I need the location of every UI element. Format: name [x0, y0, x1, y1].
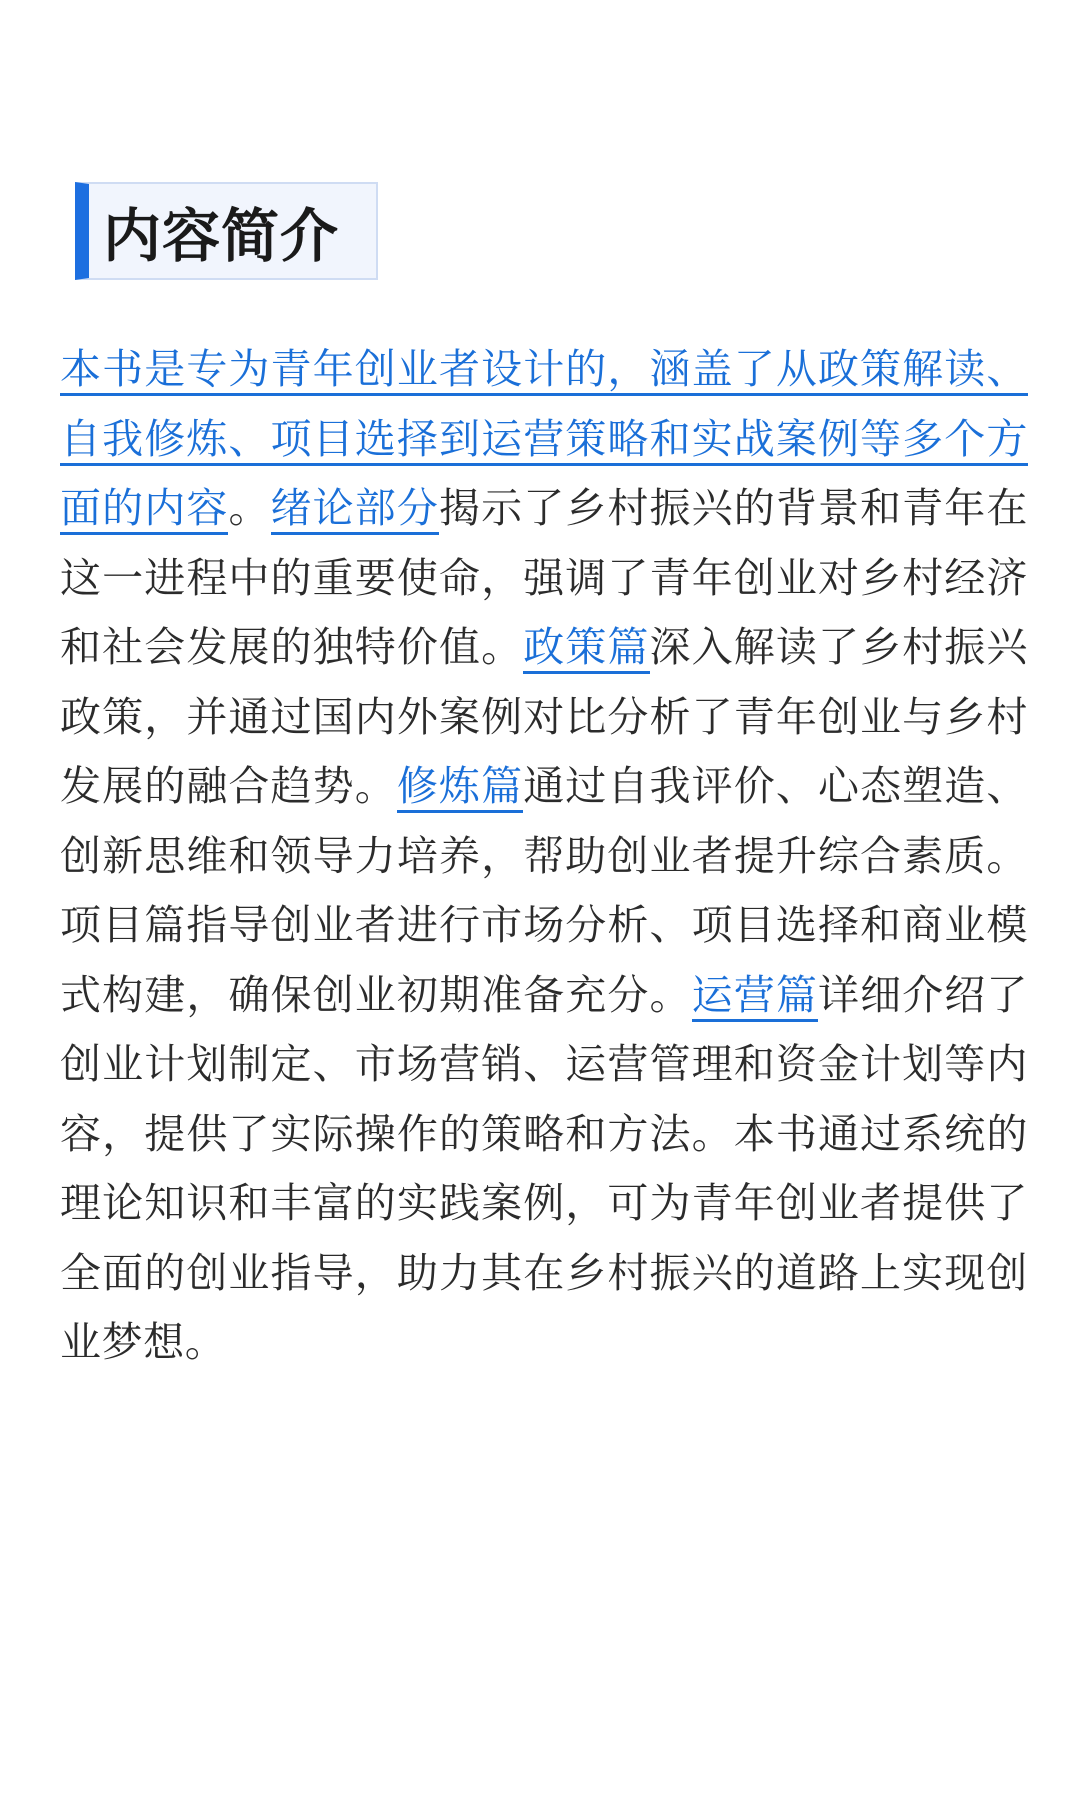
policy-part-text: 深入解读了乡村振兴政策，并通过国内外案例对比分析了青年创业与乡村发展的融合趋势。	[60, 623, 1028, 810]
lead-end: 。	[228, 484, 271, 532]
highlight-lead: 本书是专为青年创业者设计的，涵盖了从政策解读、自我修炼、项目选择到运营策略和实战案例等多个方面的内容	[60, 345, 1028, 535]
intro-part-text: 揭示了乡村振兴的背景和青年在这一进程中的重要使命，强调了青年创业对乡村经济和社会发展的独特价值。	[60, 484, 1028, 671]
training-part-text: 通过自我评价、心态塑造、创新思维和领导力培养，帮助创业者提升综合素质。项目篇指导创业者进行市场分析、项目选择和商业模式构建，确保创业初期准备充分。	[60, 762, 1028, 1019]
section-heading	[75, 182, 378, 280]
operation-part-text: 详细介绍了创业计划制定、市场营销、运营管理和资金计划等内容，提供了实际操作的策略和方法。本书通过系统的理论知识和丰富的实践案例，可为青年创业者提供了全面的创业指导，助力其在乡村振兴的道路上实现创业梦想。	[60, 970, 1029, 1366]
highlight-intro-part: 绪论部分	[271, 484, 439, 535]
highlight-training-part: 修炼篇	[397, 762, 523, 813]
highlight-operation-part: 运营篇	[692, 971, 818, 1022]
highlight-policy-part: 政策篇	[523, 623, 649, 674]
intro-paragraph	[60, 335, 1028, 1378]
section-title: 内容简介	[103, 202, 340, 270]
